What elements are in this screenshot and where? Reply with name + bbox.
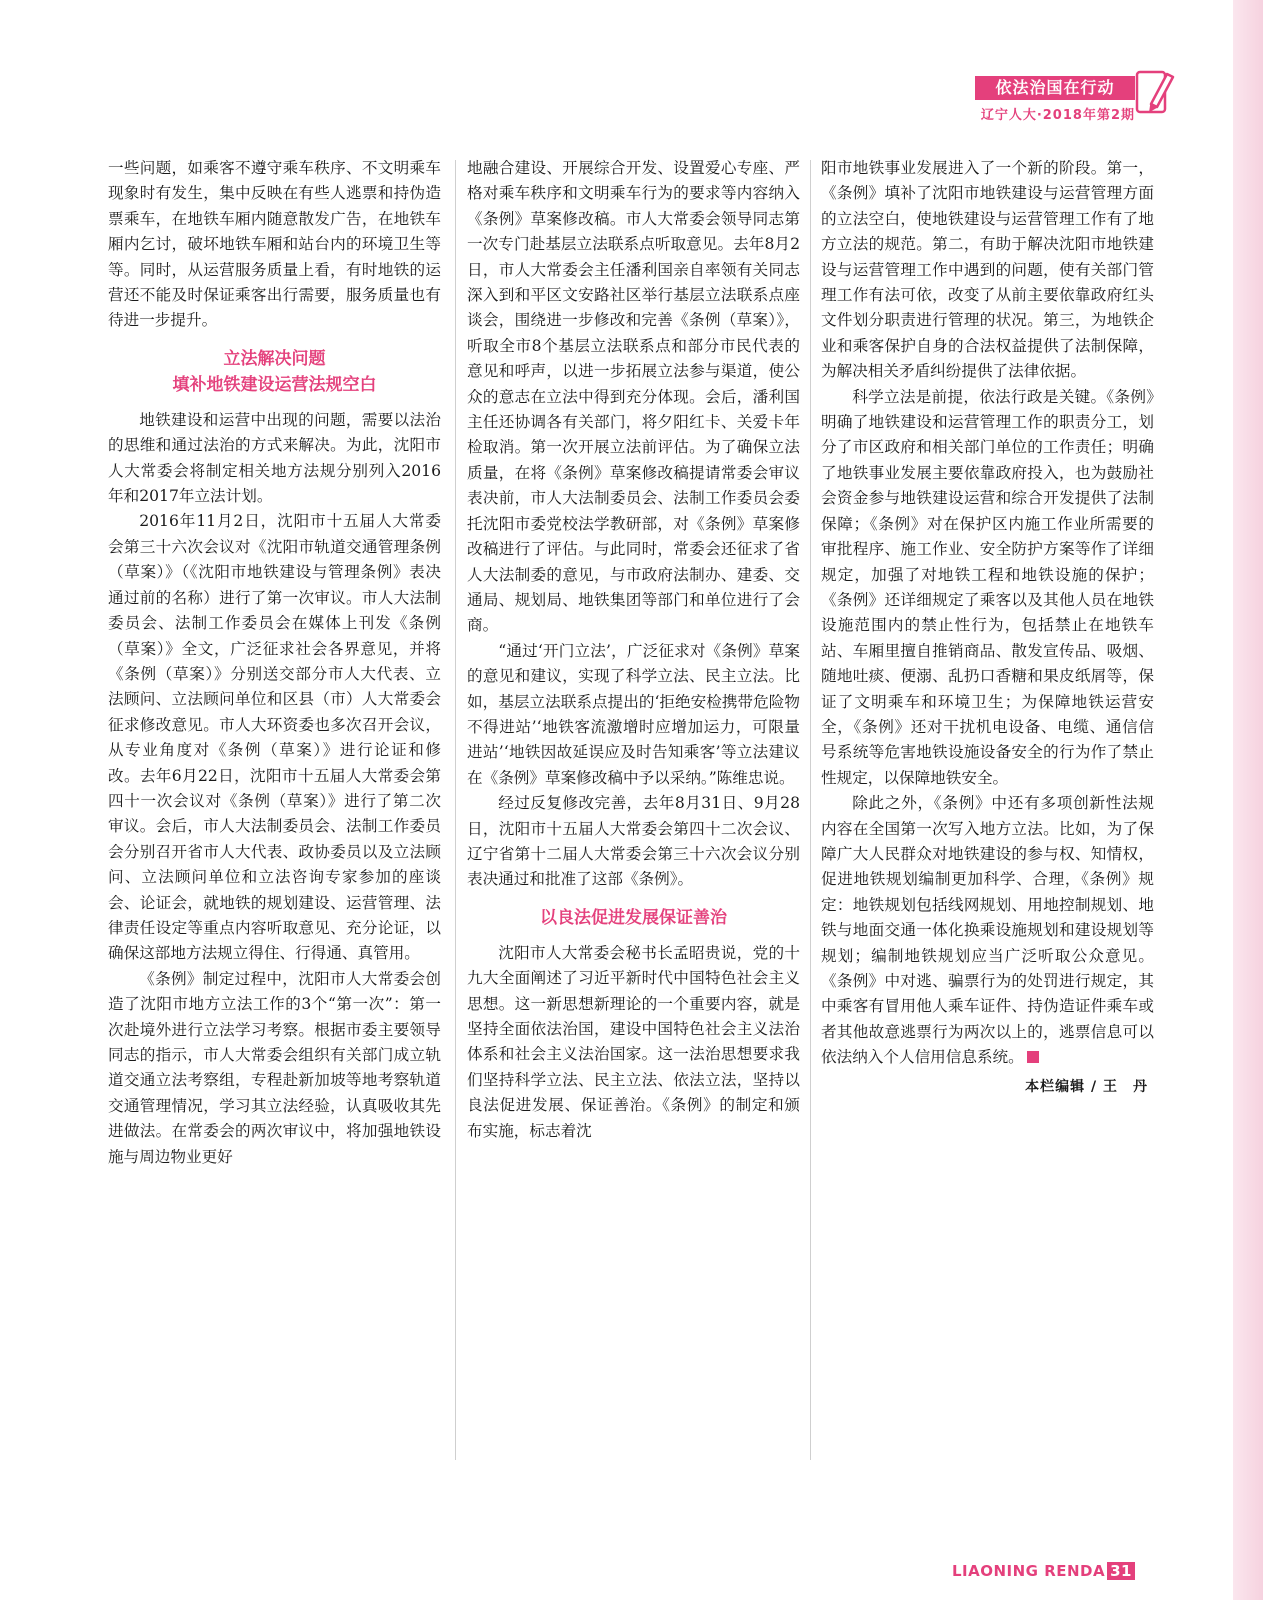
heading-line: 立法解决问题 — [223, 348, 326, 369]
end-of-article-mark — [1027, 1051, 1039, 1063]
editor-credit: 本栏编辑 / 王 丹 — [1025, 1078, 1148, 1095]
paragraph: 经过反复修改完善，去年8月31日、9月28日，沈阳市十五届人大常委会第四十二次会议、辽宁省第十二届人大常委会第三十六次会议分别表决通过和批准了这部《条例》。 — [467, 794, 800, 889]
article-column-3 — [821, 156, 1154, 1100]
pen-icon — [1133, 66, 1177, 120]
section-heading-1 — [108, 346, 441, 398]
section-heading-2: 以良法促进发展保证善治 — [540, 907, 727, 928]
column-divider — [810, 160, 811, 1460]
heading-line: 填补地铁建设运营法规空白 — [172, 374, 377, 395]
paragraph: 一些问题，如乘客不遵守乘车秩序、不文明乘车现象时有发生，集中反映在有些人逃票和持伪造票乘车，在地铁车厢内随意散发广告，在地铁车厢内乞讨，破坏地铁车厢和站台内的环境卫生等等。同时，从运营服务质量上看，有时地铁的运营还不能及时保证乘客出行需要，服务质量也有待进一步提升。 — [108, 159, 441, 330]
paragraph: 沈阳市人大常委会秘书长孟昭贵说，党的十九大全面阐述了习近平新时代中国特色社会主义思想。这一新思想新理论的一个重要内容，就是坚持全面依法治国，建设中国特色社会主义法治体系和社会主义法治国家。这一法治思想要求我们坚持科学立法、民主立法、依法立法，坚持以良法促进发展、保证善治。《条例》的制定和颁布实施，标志着沈 — [467, 943, 800, 1140]
paragraph: 地融合建设、开展综合开发、设置爱心专座、严格对乘车秩序和文明乘车行为的要求等内容纳入《条例》草案修改稿。市人大常委会领导同志第一次专门赴基层立法联系点听取意见。去年8月2日，市人大常委会主任潘利国亲自率领有关同志深入到和平区文安路社区举行基层立法联系点座谈会，围绕进一步修改和完善《条例（草案）》，听取全市8个基层立法联系点和部分市民代表的意见和呼声，以进一步拓展立法参与渠道，使公众的意志在立法中得到充分体现。会后，潘利国主任还协调各有关部门，将夕阳红卡、关爱卡年检取消。第一次开展立法前评估。为了确保立法质量，在将《条例》草案修改稿提请常委会审议表决前，市人大法制委员会、法制工作委员会委托沈阳市委党校法学教研部，对《条例》草案修改稿进行了评估。与此同时，常委会还征求了省人大法制委的意见，与市政府法制办、建委、交通局、规划局、地铁集团等部门和单位进行了会商。 — [467, 159, 800, 635]
article-column-1 — [108, 156, 441, 1170]
magazine-name: LIAONING RENDA — [951, 1562, 1106, 1580]
paragraph: “通过‘开门立法’，广泛征求对《条例》草案的意见和建议，实现了科学立法、民主立法。比如，基层立法联系点提出的‘拒绝安检携带危险物不得进站’‘地铁客流激增时应增加运力，可限量进站’‘地铁因故延误应及时告知乘客’等立法建议在《条例》草案修改稿中予以采纳。”陈维忠说。 — [467, 641, 800, 787]
page-number: 31 — [1107, 1562, 1135, 1580]
section-banner: 依法治国在行动 — [975, 76, 1135, 100]
column-divider — [455, 160, 456, 1460]
page-footer — [952, 1562, 1135, 1580]
paragraph: 《条例》制定过程中，沈阳市人大常委会创造了沈阳市地方立法工作的3个“第一次”：第一次赴境外进行立法学习考察。根据市委主要领导同志的指示，市人大常委会组织有关部门成立轨道交通立法考察组，专程赴新加坡等地考察轨道交通管理情况，学习其立法经验，认真吸收其先进做法。在常委会的两次审议中，将加强地铁设施与周边物业更好 — [108, 969, 441, 1166]
article-column-2 — [467, 156, 800, 1144]
paragraph-text: 除此之外，《条例》中还有多项创新性法规内容在全国第一次写入地方立法。比如，为了保障广大人民群众对地铁建设的参与权、知情权，促进地铁规划编制更加科学、合理，《条例》规定：地铁规划包括线网规划、用地控制规划、地铁与地面交通一体化换乘设施规划和建设规划等规划；编制地铁规划应当广泛听取公众意见。《条例》中对逃、骗票行为的处罚进行规定，其中乘客有冒用他人乘车证件、持伪造证件乘车或者其他故意逃票行为两次以上的，逃票信息可以依法纳入个人信用信息系统。 — [821, 794, 1154, 1067]
page-edge-strip — [1233, 0, 1263, 1600]
paragraph: 2016年11月2日，沈阳市十五届人大常委会第三十六次会议对《沈阳市轨道交通管理条例（草案）》（《沈阳市地铁建设与管理条例》表决通过前的名称）进行了第一次审议。市人大法制委员会、法制工作委员会在媒体上刊发《条例（草案）》全文，广泛征求社会各界意见，并将《条例（草案）》分别送交部分市人大代表、立法顾问、立法顾问单位和区县（市）人大常委会征求修改意见。市人大环资委也多次召开会议，从专业角度对《条例（草案）》进行论证和修改。去年6月22日，沈阳市十五届人大常委会第四十一次会议对《条例（草案）》进行了第二次审议。会后，市人大法制委员会、法制工作委员会分别召开省市人大代表、政协委员以及立法顾问、立法顾问单位和立法咨询专家参加的座谈会、论证会，就地铁的规划建设、运营管理、法律责任设定等重点内容听取意见、充分论证，以确保这部地方法规立得住、行得通、真管用。 — [108, 512, 441, 963]
last-paragraph — [821, 791, 1154, 1070]
paragraph: 地铁建设和运营中出现的问题，需要以法治的思维和通过法治的方式来解决。为此，沈阳市人大常委会将制定相关地方法规分别列入2016年和2017年立法计划。 — [108, 410, 441, 506]
paragraph: 阳市地铁事业发展进入了一个新的阶段。第一，《条例》填补了沈阳市地铁建设与运营管理方面的立法空白，使地铁建设与运营管理工作有了地方立法的规范。第二，有助于解决沈阳市地铁建设与运营管理工作中遇到的问题，使有关部门管理工作有法可依，改变了从前主要依靠政府红头文件划分职责进行管理的状况。第三，为地铁企业和乘客保护自身的合法权益提供了法制保障，为解决相关矛盾纠纷提供了法律依据。 — [821, 159, 1154, 381]
issue-label: 辽宁人大·2018年第2期 — [980, 108, 1135, 123]
paragraph: 科学立法是前提，依法行政是关键。《条例》明确了地铁建设和运营管理工作的职责分工，划分了市区政府和相关部门单位的工作责任；明确了地铁事业发展主要依靠政府投入，也为鼓励社会资金参与地铁建设运营和综合开发提供了法制保障；《条例》对在保护区内施工作业所需要的审批程序、施工作业、安全防护方案等作了详细规定，加强了对地铁工程和地铁设施的保护；《条例》还详细规定了乘客以及其他人员在地铁设施范围内的禁止性行为，包括禁止在地铁车站、车厢里擅自推销商品、散发宣传品、吸烟、随地吐痰、便溺、乱扔口香糖和果皮纸屑等，保证了文明乘车和环境卫生；为保障地铁运营安全，《条例》还对干扰机电设备、电缆、通信信号系统等危害地铁设施设备安全的行为作了禁止性规定，以保障地铁安全。 — [821, 387, 1154, 787]
